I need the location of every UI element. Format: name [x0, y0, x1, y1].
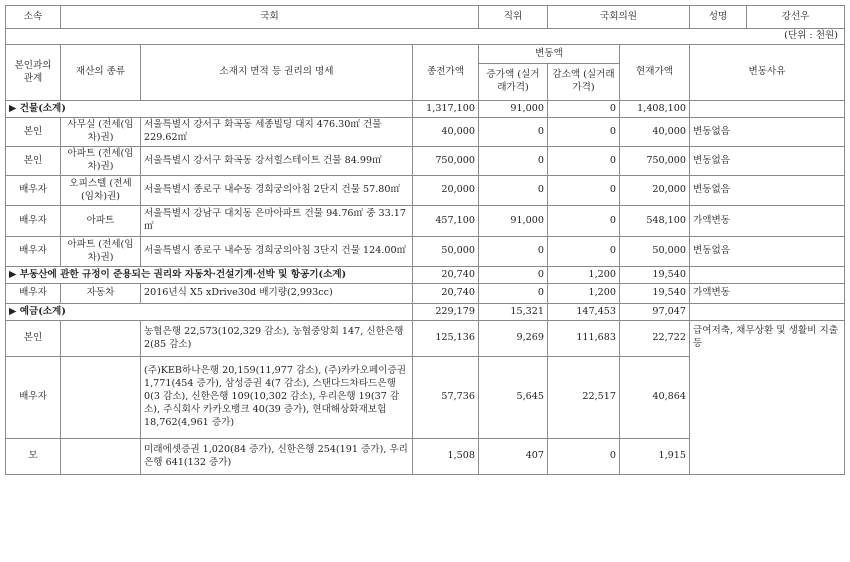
- row-current: 22,722: [620, 321, 690, 357]
- row-decrease: 0: [548, 439, 620, 475]
- row-asset-type: 아파트 (전세(임차)권): [61, 147, 141, 176]
- row-decrease: 22,517: [548, 357, 620, 439]
- unit-label: (단위 : 천원): [6, 29, 845, 45]
- row-previous: 125,136: [413, 321, 479, 357]
- row-details: 2016년식 X5 xDrive30d 배기량(2,993cc): [141, 284, 413, 304]
- row-increase: 0: [479, 147, 548, 176]
- name-block: [690, 6, 845, 29]
- row-increase: 0: [479, 118, 548, 147]
- row-current: 50,000: [620, 237, 690, 267]
- section-previous: 229,179: [413, 304, 479, 321]
- row-asset-type: [61, 357, 141, 439]
- section-previous: 1,317,100: [413, 101, 479, 118]
- col-reason: 변동사유: [748, 66, 786, 78]
- section-increase: 91,000: [479, 101, 548, 118]
- row-decrease: 0: [548, 206, 620, 237]
- row-relation: 배우자: [6, 284, 61, 304]
- row-previous: 57,736: [413, 357, 479, 439]
- row-reason: 가액변동: [690, 284, 845, 304]
- col-change-group: 변동액: [479, 45, 620, 64]
- col-relation: 본인과의 관계: [6, 45, 61, 101]
- row-relation: 본인: [6, 118, 61, 147]
- row-asset-type: [61, 439, 141, 475]
- asset-row: [6, 237, 845, 267]
- row-asset-type: [61, 321, 141, 357]
- row-asset-type: 아파트: [61, 206, 141, 237]
- row-increase: 0: [479, 284, 548, 304]
- row-details: 미래에셋증권 1,020(84 증가), 신한은행 254(191 증가), 우리은행 641(132 증가): [141, 439, 413, 475]
- section-previous: 20,740: [413, 267, 479, 284]
- section-title: ▶ 예금(소계): [6, 304, 413, 321]
- section-current: 97,047: [620, 304, 690, 321]
- col-details: 소재지 면적 등 권리의 명세: [141, 45, 413, 101]
- row-reason: 가액변동: [690, 206, 845, 237]
- asset-row: [6, 118, 845, 147]
- row-decrease: 0: [548, 118, 620, 147]
- unit-row: [6, 29, 845, 45]
- row-current: 40,000: [620, 118, 690, 147]
- row-decrease: 0: [548, 237, 620, 267]
- section-decrease: 0: [548, 101, 620, 118]
- section-reason: [690, 304, 845, 321]
- position-value: 국회의원: [548, 6, 690, 29]
- row-previous: 20,000: [413, 176, 479, 206]
- asset-row: [6, 206, 845, 237]
- row-details: 서울특별시 강서구 화곡동 세종빌딩 대지 476.30㎡ 건물 229.62㎡: [141, 118, 413, 147]
- row-increase: 5,645: [479, 357, 548, 439]
- asset-report: [5, 5, 845, 475]
- row-details: 서울특별시 종로구 내수동 경희궁의아침 3단지 건물 124.00㎡: [141, 237, 413, 267]
- col-previous: 종전가액: [413, 45, 479, 101]
- affiliation-label: 소속: [6, 6, 61, 29]
- row-details: 서울특별시 종로구 내수동 경희궁의아침 2단지 건물 57.80㎡: [141, 176, 413, 206]
- asset-row: [6, 176, 845, 206]
- col-decrease: 감소액 (실거래가격): [548, 64, 620, 101]
- col-current: 현재가액: [620, 45, 690, 101]
- row-relation: 배우자: [6, 206, 61, 237]
- position-label: 직위: [479, 6, 548, 29]
- row-increase: 9,269: [479, 321, 548, 357]
- row-previous: 457,100: [413, 206, 479, 237]
- column-header-row: [6, 45, 845, 64]
- row-previous: 40,000: [413, 118, 479, 147]
- name-value: 강선우: [781, 10, 810, 22]
- row-reason: 변동없음: [690, 147, 845, 176]
- name-label: 성명: [690, 6, 747, 28]
- top-header-row: [6, 6, 845, 29]
- section-increase: 15,321: [479, 304, 548, 321]
- row-relation: 배우자: [6, 237, 61, 267]
- section-reason: [690, 267, 845, 284]
- section-decrease: 147,453: [548, 304, 620, 321]
- section-title: ▶ 건물(소계): [6, 101, 413, 118]
- section-current: 1,408,100: [620, 101, 690, 118]
- section-increase: 0: [479, 267, 548, 284]
- row-decrease: 111,683: [548, 321, 620, 357]
- row-decrease: 0: [548, 176, 620, 206]
- row-previous: 50,000: [413, 237, 479, 267]
- col-increase: 증가액 (실거래가격): [479, 64, 548, 101]
- section-subtotal-row: [6, 267, 845, 284]
- row-details: 서울특별시 강남구 대치동 은마아파트 건물 94.76㎡ 중 33.17㎡: [141, 206, 413, 237]
- asset-row: [6, 284, 845, 304]
- row-reason-shared: 급여저축, 채무상환 및 생활비 지출 등: [690, 321, 845, 475]
- row-current: 750,000: [620, 147, 690, 176]
- row-relation: 모: [6, 439, 61, 475]
- section-current: 19,540: [620, 267, 690, 284]
- row-reason: 변동없음: [690, 176, 845, 206]
- row-previous: 750,000: [413, 147, 479, 176]
- section-subtotal-row: [6, 304, 845, 321]
- row-previous: 20,740: [413, 284, 479, 304]
- section-title: ▶ 부동산에 관한 규정이 준용되는 권리와 자동차·건설기계·선박 및 항공기(소계): [6, 267, 413, 284]
- row-relation: 배우자: [6, 357, 61, 439]
- row-details: (주)KEB하나은행 20,159(11,977 감소), (주)카카오페이증권 1,771(454 증가), 삼성증권 4(7 감소), 스탠다드차타드은행 0(3 감소), 신한은행 109(10,302 감소), 우리은행 19(37 감소), 주식회사 카카오뱅크 40(39 증가), 현대해상화재보험 18,762(4,961 증가): [141, 357, 413, 439]
- section-reason: [690, 101, 845, 118]
- row-increase: 407: [479, 439, 548, 475]
- row-reason: 변동없음: [690, 118, 845, 147]
- col-reason-block: [690, 45, 845, 101]
- col-asset-type: 재산의 종류: [61, 45, 141, 101]
- affiliation-value: 국회: [61, 6, 479, 29]
- row-asset-type: 오피스텔 (전세(임차)권): [61, 176, 141, 206]
- row-reason: 변동없음: [690, 237, 845, 267]
- asset-row: [6, 147, 845, 176]
- row-increase: 0: [479, 237, 548, 267]
- row-relation: 본인: [6, 321, 61, 357]
- row-asset-type: 사무실 (전세(임차)권): [61, 118, 141, 147]
- row-current: 1,915: [620, 439, 690, 475]
- row-current: 548,100: [620, 206, 690, 237]
- row-relation: 본인: [6, 147, 61, 176]
- row-details: 서울특별시 강서구 화곡동 강서힐스테이트 건물 84.99㎡: [141, 147, 413, 176]
- row-relation: 배우자: [6, 176, 61, 206]
- row-previous: 1,508: [413, 439, 479, 475]
- row-decrease: 1,200: [548, 284, 620, 304]
- row-current: 20,000: [620, 176, 690, 206]
- section-decrease: 1,200: [548, 267, 620, 284]
- row-asset-type: 자동차: [61, 284, 141, 304]
- row-decrease: 0: [548, 147, 620, 176]
- row-increase: 91,000: [479, 206, 548, 237]
- row-current: 19,540: [620, 284, 690, 304]
- row-increase: 0: [479, 176, 548, 206]
- row-asset-type: 아파트 (전세(임차)권): [61, 237, 141, 267]
- asset-row: [6, 321, 845, 357]
- row-current: 40,864: [620, 357, 690, 439]
- section-subtotal-row: [6, 101, 845, 118]
- asset-table: [5, 5, 845, 475]
- row-details: 농협은행 22,573(102,329 감소), 농협중앙회 147, 신한은행 2(85 감소): [141, 321, 413, 357]
